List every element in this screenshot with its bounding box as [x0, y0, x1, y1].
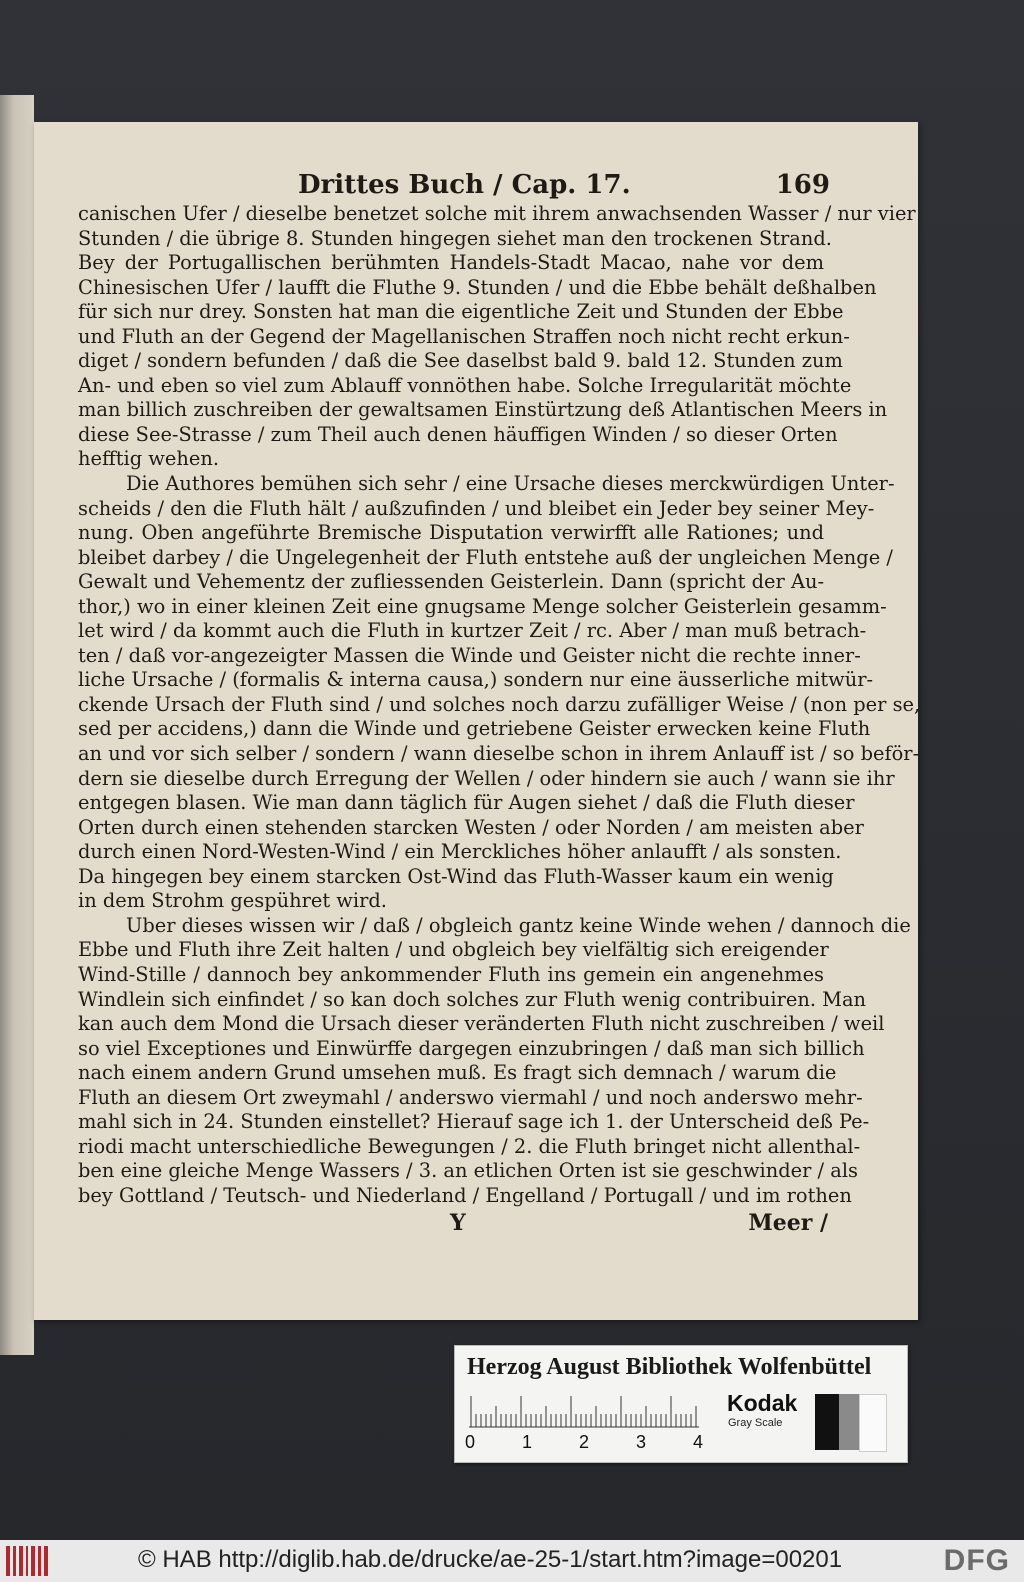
black-swatch: [815, 1394, 839, 1450]
text-line: canischen Ufer / dieselbe benetzet solche mit ihrem anwachsenden Wasser / nur vier: [78, 202, 916, 225]
text-line: in dem Strohm gespühret wird.: [78, 889, 387, 913]
text-line: Chinesischen Ufer / laufft die Fluthe 9. Stunden / und die Ebbe behält deßhalben: [78, 275, 877, 299]
text-line: diget / sondern befunden / daß die See daselbst bald 9. bald 12. Stunden zum: [78, 349, 843, 373]
text-line: kan auch dem Mond die Ursach dieser veränderten Fluth nicht zuschreiben / weil: [78, 1012, 885, 1036]
text-line: Stunden / die übrige 8. Stunden hingegen siehet man den trockenen Strand.: [78, 226, 832, 250]
paragraph: [78, 913, 911, 1209]
text-line: sed per accidens,) dann die Winde und getriebene Geister erwecken keine Fluth: [78, 717, 871, 741]
source-link[interactable]: © HAB http://diglib.hab.de/drucke/ae-25-1/start.htm?image=00201: [138, 1546, 843, 1573]
text-line: hefftig wehen.: [78, 447, 219, 471]
text-line: für sich nur drey. Sonsten hat man die eigentliche Zeit und Stunden der Ebbe: [78, 300, 844, 324]
text-line: Da hingegen bey einem starcken Ost-Wind das Fluth-Wasser kaum ein wenig: [78, 864, 834, 888]
text-line: Ebbe und Fluth ihre Zeit halten / und obgleich bey vielfältig sich ereigender: [78, 938, 829, 962]
text-line: ben eine gleiche Menge Wassers / 3. an etlichen Orten ist sie geschwinder / als: [78, 1159, 858, 1183]
text-line: durch einen Nord-Westen-Wind / ein Merckliches höher anlaufft / als sonsten.: [78, 840, 842, 864]
footer-bar: [0, 1540, 1024, 1582]
running-head: Drittes Buch / Cap. 17.: [298, 170, 631, 200]
ruler-number: 4: [693, 1432, 704, 1452]
text-line: nung. Oben angeführte Bremische Disputation verwirfft alle Rationes; und: [78, 521, 824, 545]
text-line: Bey der Portugallischen berühmten Handels-Stadt Macao, nahe vor dem: [78, 251, 824, 275]
text-line: riodi macht unterschiedliche Bewegungen / 2. die Fluth bringet nicht allenthal-: [78, 1134, 861, 1158]
page-header: [78, 170, 830, 202]
signature-mark: Y: [450, 1210, 466, 1237]
library-name: Herzog August Bibliothek Wolfenbüttel: [467, 1354, 872, 1380]
text-line: thor,) wo in einer kleinen Zeit eine gnugsame Menge solcher Geisterlein gesamm-: [78, 594, 887, 618]
text-line: ten / daß vor-angezeigter Massen die Winde und Geister nicht die rechte inner-: [78, 643, 861, 667]
ruler-number: 2: [579, 1432, 590, 1452]
kodak-logo: Kodak: [727, 1390, 798, 1416]
facing-page-edge: [0, 95, 34, 1355]
paragraph: [78, 202, 916, 472]
paragraph: [78, 472, 921, 914]
scale-ruler: [469, 1394, 699, 1428]
text-line: Uber dieses wissen wir / daß / obgleich gantz keine Winde wehen / dannoch die: [126, 913, 911, 937]
text-line: An- und eben so viel zum Ablauff vonnöthen habe. Solche Irregularität möchte: [78, 373, 852, 397]
text-line: liche Ursache / (formalis & interna causa,) sondern nur eine äusserliche mitwür-: [78, 668, 874, 692]
body-text: [78, 202, 921, 1208]
page-number: 169: [775, 170, 830, 200]
gray-swatch: [839, 1394, 859, 1450]
white-swatch: [859, 1394, 887, 1452]
text-line: Orten durch einen stehenden starcken Westen / oder Norden / am meisten aber: [78, 815, 864, 839]
text-line: diese See-Strasse / zum Theil auch denen häuffigen Winden / so dieser Orten: [78, 422, 838, 446]
text-line: bey Gottland / Teutsch- und Niederland / Engelland / Portugall / und im rothen: [78, 1183, 852, 1207]
text-line: ckende Ursach der Fluth sind / und solches noch darzu zufälliger Weise / (non per se,: [78, 692, 921, 716]
text-line: scheids / den die Fluth hält / außzufinden / und bleibet ein Jeder bey seiner Mey-: [78, 496, 875, 520]
text-line: so viel Exceptiones und Einwürffe dargegen einzubringen / daß man sich billich: [78, 1036, 865, 1060]
gray-scale-label: Gray Scale: [728, 1417, 783, 1429]
text-line: let wird / da kommt auch die Fluth in kurtzer Zeit / rc. Aber / man muß betrach-: [78, 619, 867, 643]
ruler-number: 0: [465, 1432, 476, 1452]
book-page: [34, 122, 921, 1320]
text-line: Wind-Stille / dannoch bey ankommender Fluth ins gemein ein angenehmes: [78, 962, 824, 986]
text-line: bleibet darbey / die Ungelegenheit der Fluth entstehe auß der ungleichen Menge /: [78, 545, 893, 569]
text-line: Die Authores bemühen sich sehr / eine Ursache dieses merckwürdigen Unter-: [126, 472, 895, 496]
color-calibration-card: [454, 1345, 908, 1463]
text-line: und Fluth an der Gegend der Magellanischen Straffen noch nicht recht erkun-: [78, 324, 850, 348]
ruler-number: 1: [522, 1432, 533, 1452]
text-line: nach einem andern Grund umsehen muß. Es fragt sich demnach / warum die: [78, 1061, 837, 1085]
text-line: Gewalt und Vehementz der zufliessenden Geisterlein. Dann (spricht der Au-: [78, 570, 824, 594]
dfg-logo: DFG: [943, 1544, 1010, 1577]
text-line: Windlein sich einfindet / so kan doch solches zur Fluth wenig contribuiren. Man: [78, 987, 867, 1011]
text-line: an und vor sich selber / sondern / wann dieselbe schon in ihrem Anlauff ist / so beför-: [78, 742, 920, 766]
text-line: mahl sich in 24. Stunden einstellet? Hierauf sage ich 1. der Unterscheid deß Pe-: [78, 1110, 870, 1134]
text-line: Fluth an diesem Ort zweymahl / anderswo viermahl / und noch anderswo mehr-: [78, 1085, 863, 1109]
text-line: entgegen blasen. Wie man dann täglich für Augen siehet / daß die Fluth dieser: [78, 791, 855, 815]
page-footer: [78, 1210, 828, 1238]
barcode-icon: [6, 1546, 50, 1576]
catchword: Meer /: [748, 1210, 828, 1237]
text-line: man billich zuschreiben der gewaltsamen Einstürtzung deß Atlantischen Meers in: [78, 398, 888, 422]
ruler-number: 3: [636, 1432, 647, 1452]
page-content: [78, 170, 921, 1238]
text-line: dern sie dieselbe durch Erregung der Wellen / oder hindern sie auch / wann sie ihr: [78, 766, 895, 790]
